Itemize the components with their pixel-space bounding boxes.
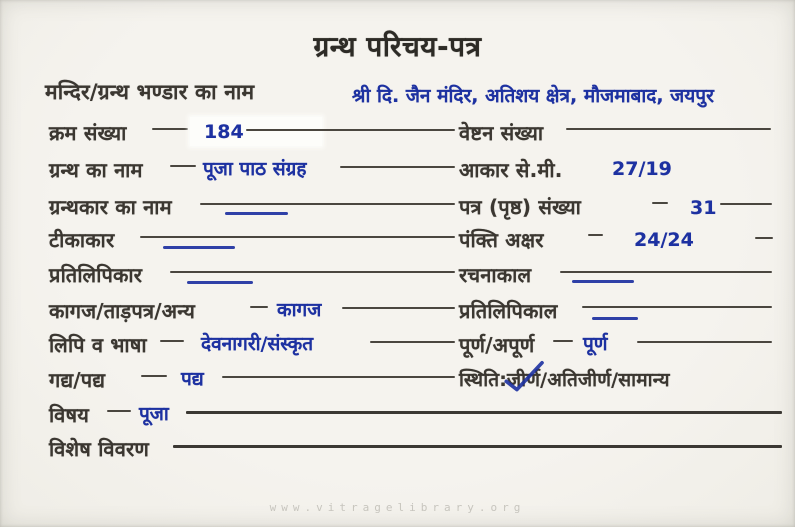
ruled-line-stub (652, 202, 668, 204)
field-label-serial-number: क्रम संख्या (49, 121, 127, 145)
ruled-line-stub (588, 234, 603, 236)
field-value-serial-number: 184 (204, 121, 244, 143)
field-label-commentator: टीकाकार (49, 228, 115, 252)
ruled-line-stub (152, 128, 188, 130)
field-label-granth-name: ग्रन्थ का नाम (49, 158, 143, 182)
ruled-line (140, 236, 455, 238)
handwritten-dash (225, 212, 288, 215)
ruled-line (246, 129, 455, 131)
ruled-line (170, 271, 455, 273)
field-value-mandir-bhandar-name: श्री दि. जैन मंदिर, अतिशय क्षेत्र, मौजमाबाद, जयपुर (352, 85, 714, 107)
field-label-copyist: प्रतिलिपिकार (49, 263, 143, 287)
field-label-page-count: पत्र (पृष्ठ) संख्या (459, 195, 581, 219)
card-title: ग्रन्थ परिचय-पत्र (313, 30, 482, 63)
field-value-script-language: देवनागरी/संस्कृत (201, 333, 314, 355)
ruled-line (222, 376, 455, 378)
ruled-line-stub (141, 375, 167, 377)
ruled-line (370, 341, 455, 343)
field-value-size-cm: 27/19 (612, 158, 672, 180)
ruled-line-stub (250, 306, 268, 308)
handwritten-dash (592, 317, 638, 320)
ruled-line (173, 445, 782, 448)
field-label-size-cm: आकार से.मी. (459, 158, 563, 182)
ruled-line-stub (755, 237, 773, 239)
field-value-lines-letters: 24/24 (634, 229, 694, 251)
field-value-complete-incomplete: पूर्ण (583, 333, 608, 355)
ruled-line (342, 307, 455, 309)
field-value-prose-verse: पद्य (181, 368, 204, 390)
field-label-condition: स्थिति:जीर्ण/अतिजीर्ण/सामान्य (459, 369, 670, 391)
ruled-line (340, 166, 455, 168)
field-label-prose-verse: गद्य/पद्य (49, 368, 106, 392)
field-value-material: कागज (277, 299, 322, 321)
ruled-line (186, 411, 782, 414)
field-label-bundle-number: वेष्टन संख्या (459, 121, 544, 145)
ruled-line-stub (160, 340, 184, 342)
ruled-line-stub (170, 165, 196, 167)
field-label-complete-incomplete: पूर्ण/अपूर्ण (459, 333, 535, 357)
field-label-lines-letters: पंक्ति अक्षर (459, 228, 544, 252)
ruled-line (637, 341, 772, 343)
ruled-line-stub (553, 340, 573, 342)
field-label-author: ग्रन्थकार का नाम (49, 195, 172, 219)
ruled-line (582, 306, 772, 308)
ruled-line (560, 271, 772, 273)
field-label-mandir-bhandar-name: मन्दिर/ग्रन्थ भण्डार का नाम (45, 80, 255, 104)
handwritten-dash (163, 246, 235, 249)
field-label-subject: विषय (49, 403, 90, 427)
handwritten-dash (572, 280, 634, 283)
ruled-line (200, 203, 455, 205)
check-mark-icon (502, 360, 548, 395)
ruled-line-stub (107, 410, 131, 412)
field-value-subject: पूजा (139, 403, 169, 425)
field-label-special-details: विशेष विवरण (49, 437, 150, 461)
ruled-line (566, 128, 771, 130)
field-label-script-language: लिपि व भाषा (49, 333, 147, 357)
field-value-page-count: 31 (690, 197, 717, 219)
watermark-text: www.vitragelibrary.org (269, 501, 526, 514)
ruled-line (720, 203, 772, 205)
handwritten-dash (187, 281, 253, 284)
field-label-composition-date: रचनाकाल (459, 263, 532, 287)
field-label-material: कागज/ताड़पत्र/अन्य (49, 299, 196, 323)
field-value-granth-name: पूजा पाठ संग्रह (203, 158, 307, 180)
field-label-copy-date: प्रतिलिपिकाल (459, 299, 558, 323)
